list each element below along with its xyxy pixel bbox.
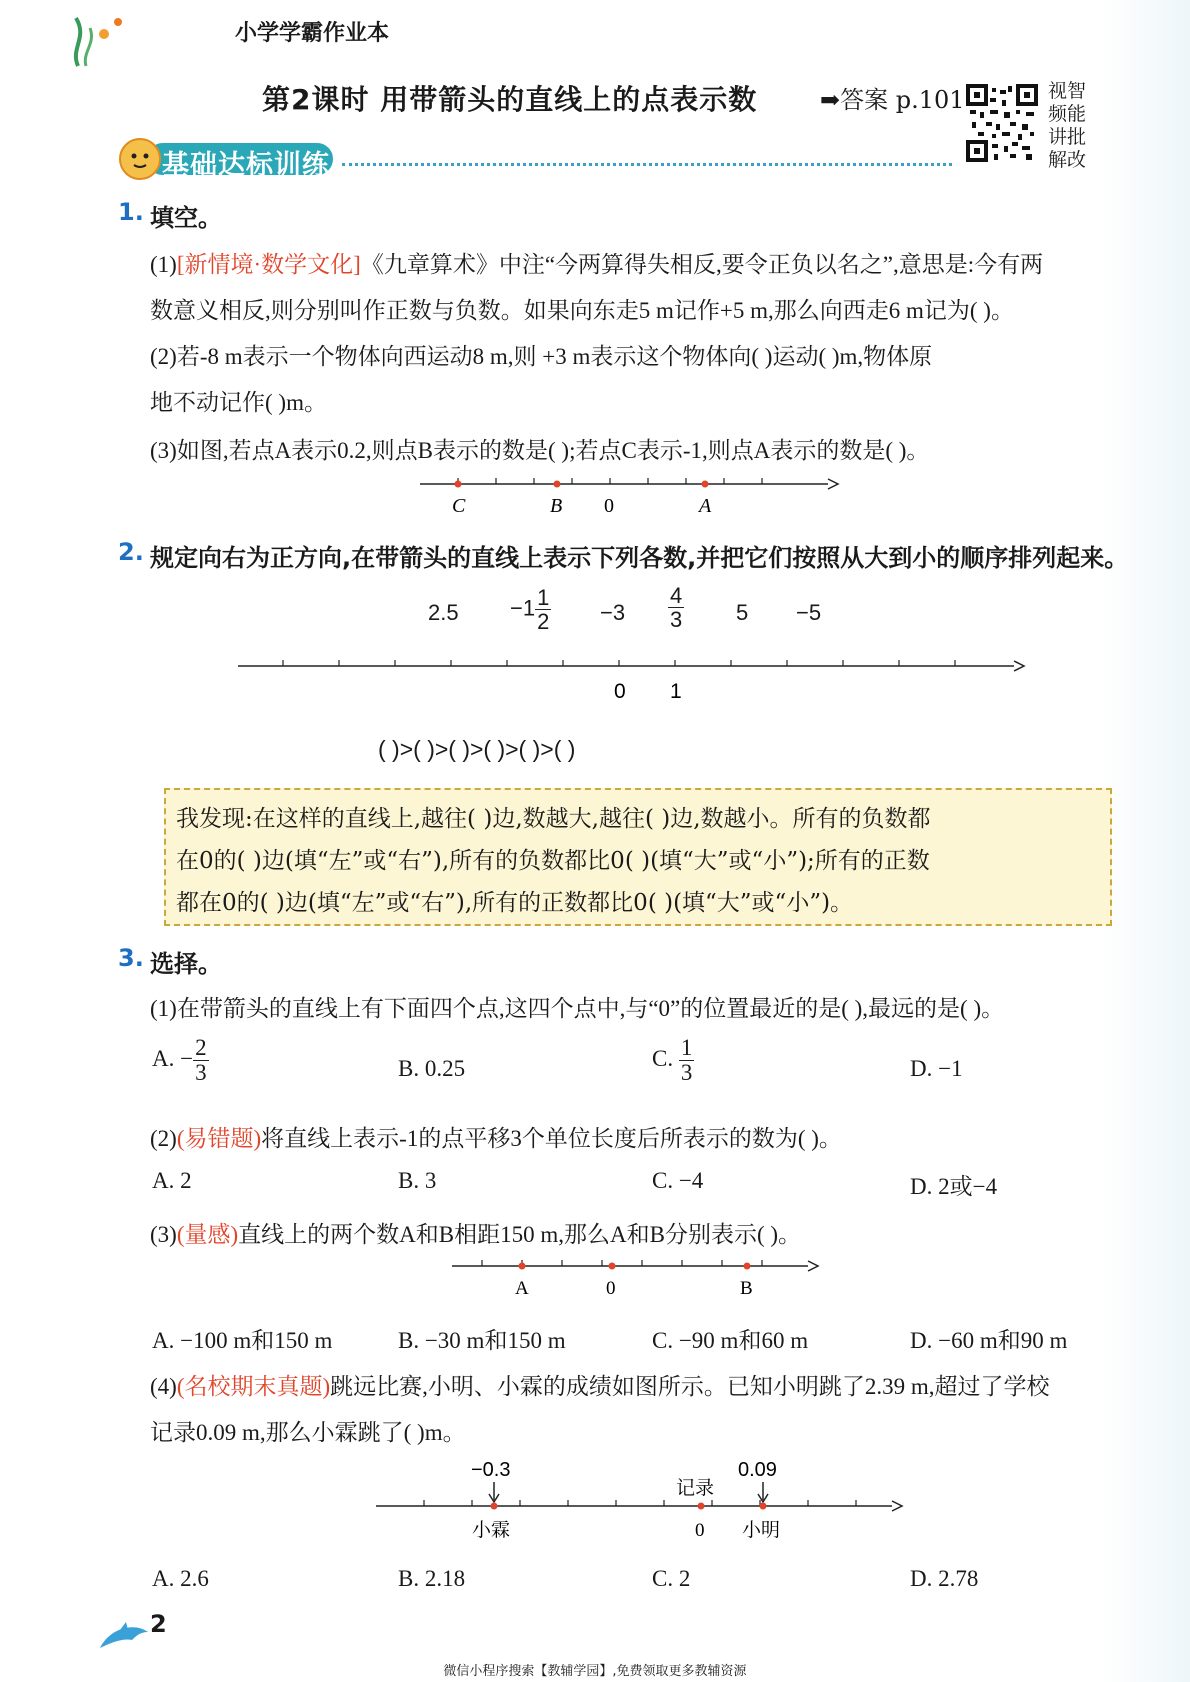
denominator: 2 <box>537 609 550 635</box>
option-a[interactable]: A. 2 <box>152 1168 192 1193</box>
denominator: 3 <box>195 1060 207 1086</box>
part-label: (2) <box>150 1126 177 1151</box>
point-c <box>455 481 462 488</box>
point-b <box>744 1263 751 1270</box>
tag-label: [新情境·数学文化] <box>176 252 361 277</box>
given-number: 2.5 <box>428 600 459 625</box>
q3-part1-text[interactable]: (1)在带箭头的直线上有下面四个点,这四个点中,与“0”的位置最近的是( ),最远的是( )。 <box>150 996 1005 1021</box>
question-text: 《九章算术》中注“今两算得失相反,要令正负以名之”,意思是:今有两 <box>360 252 1044 277</box>
number-line-q3-4 <box>376 1458 906 1548</box>
point-xiaolin <box>491 1503 498 1510</box>
q1-part2-line2[interactable]: 地不动记作( )m。 <box>150 390 327 415</box>
fraction <box>679 1036 695 1085</box>
q3-part4-line1[interactable] <box>150 1368 1050 1401</box>
lesson-title: 第2课时 用带箭头的直线上的点表示数 <box>262 83 758 116</box>
question-text: 跳远比赛,小明、小霖的成绩如图所示。已知小明跳了2.39 m,超过了学校 <box>330 1374 1050 1399</box>
number-line-q2[interactable] <box>238 656 1028 706</box>
given-number: −5 <box>796 600 822 625</box>
label-xiaolin: 小霖 <box>472 1519 511 1541</box>
label-xiaoming: 小明 <box>742 1519 781 1541</box>
numerator: 1 <box>680 1035 693 1060</box>
question-number: 3. <box>118 944 144 972</box>
option-a[interactable]: A. −100 m和150 m <box>152 1328 333 1353</box>
seaweed-decoration <box>60 8 140 68</box>
answer-reference[interactable]: ➡答案 p.101 <box>820 86 965 114</box>
order-answer-line[interactable]: ( )>( )>( )>( )>( )>( ) <box>378 736 576 762</box>
option-a[interactable] <box>152 1036 209 1085</box>
part-label: (4) <box>150 1374 177 1399</box>
label-record: 记录 <box>676 1477 715 1499</box>
number-line-q3-3 <box>452 1254 822 1304</box>
page-number: 2 <box>150 1610 167 1638</box>
tag-label: (名校期末真题) <box>176 1374 331 1399</box>
part-label: (1) <box>150 252 177 277</box>
discovery-line[interactable]: 我发现:在这样的直线上,越往( )边,数越大,越往( )边,数越小。所有的负数都 <box>176 806 931 832</box>
denominator: 3 <box>680 1060 693 1086</box>
numerator: 4 <box>670 583 683 608</box>
point-record <box>698 1503 705 1510</box>
q1-part1-line2[interactable]: 数意义相反,则分别叫作正数与负数。如果向东走5 m记作+5 m,那么向西走6 m记为( )。 <box>150 298 1014 323</box>
part-label: (3) <box>150 1222 177 1247</box>
label-zero: 0 <box>604 495 614 517</box>
label-a: A <box>699 495 712 517</box>
section-divider <box>342 163 952 166</box>
option-prefix: A. − <box>152 1045 194 1071</box>
label-c: C <box>452 495 466 517</box>
fraction <box>193 1036 209 1085</box>
footer-note: 微信小程序搜索【教辅学园】,免费领取更多教辅资源 <box>443 1664 747 1679</box>
given-number: 5 <box>736 600 749 625</box>
question-heading: 填空。 <box>150 204 222 232</box>
question-number: 2. <box>118 538 144 566</box>
point-zero <box>609 1263 616 1270</box>
option-prefix: C. <box>652 1045 679 1071</box>
axis-label-one: 1 <box>670 680 682 703</box>
point-a <box>519 1263 526 1270</box>
question-heading: 规定向右为正方向,在带箭头的直线上表示下列各数,并把它们按照从大到小的顺序排列起来。 <box>150 544 1129 572</box>
section-label: 基础达标训练 <box>162 150 330 181</box>
option-d[interactable]: D. −60 m和90 m <box>910 1328 1068 1353</box>
q1-part2-line1[interactable]: (2)若-8 m表示一个物体向西运动8 m,则 +3 m表示这个物体向( )运动( )m,物体原 <box>150 344 933 369</box>
dolphin-icon <box>96 1618 152 1654</box>
axis-label-zero: 0 <box>614 680 626 703</box>
page-shading <box>1100 0 1190 1682</box>
given-number-fraction <box>668 584 684 631</box>
label-left-value: −0.3 <box>471 1459 511 1481</box>
denominator: 3 <box>670 607 683 633</box>
question-text: 将直线上表示-1的点平移3个单位长度后所表示的数为( )。 <box>261 1126 842 1151</box>
question-heading: 选择。 <box>150 950 222 978</box>
option-c[interactable] <box>652 1036 694 1085</box>
label-right-value: 0.09 <box>738 1459 777 1481</box>
option-d[interactable]: D. 2.78 <box>910 1566 979 1591</box>
question-number: 1. <box>118 198 144 226</box>
book-title: 小学学霸作业本 <box>235 21 390 46</box>
option-c[interactable]: C. −90 m和60 m <box>652 1328 809 1353</box>
given-number-mixed <box>510 586 551 633</box>
q3-part3-line[interactable] <box>150 1216 801 1249</box>
point-xiaoming <box>760 1503 767 1510</box>
tag-label: (易错题) <box>176 1126 262 1151</box>
discovery-line[interactable]: 都在0的( )边(填“左”或“右”),所有的正数都比0( )(填“大”或“小”)。 <box>176 890 854 916</box>
numerator: 1 <box>537 585 550 610</box>
option-a[interactable]: A. 2.6 <box>152 1566 209 1591</box>
qr-caption-line: 解改 <box>1048 149 1087 171</box>
point-b <box>554 481 561 488</box>
option-b[interactable]: B. 3 <box>398 1168 437 1193</box>
discovery-line[interactable]: 在0的( )边(填“左”或“右”),所有的负数都比0( )(填“大”或“小”);所有的正数 <box>176 848 930 874</box>
fraction <box>535 586 551 633</box>
number-line-q1 <box>420 470 840 520</box>
question-text: 直线上的两个数A和B相距150 m,那么A和B分别表示( )。 <box>238 1222 802 1247</box>
option-d[interactable]: D. −1 <box>910 1056 963 1081</box>
numerator: 2 <box>195 1035 207 1060</box>
option-c[interactable]: C. −4 <box>652 1168 704 1193</box>
label-a: A <box>515 1278 529 1299</box>
qr-caption-line: 视智 <box>1048 80 1087 102</box>
qr-caption-line: 频能 <box>1048 103 1087 125</box>
option-b[interactable]: B. 0.25 <box>398 1056 466 1081</box>
label-zero: 0 <box>606 1278 616 1299</box>
tag-label: (量感) <box>176 1222 239 1247</box>
option-d[interactable]: D. 2或−4 <box>910 1174 998 1199</box>
qr-caption <box>1048 80 1094 172</box>
q1-part3-text[interactable]: (3)如图,若点A表示0.2,则点B表示的数是( );若点C表示-1,则点A表示的数是( )。 <box>150 438 930 463</box>
point-a <box>702 481 709 488</box>
qr-code[interactable] <box>966 84 1038 162</box>
label-b: B <box>740 1278 753 1299</box>
option-c[interactable]: C. 2 <box>652 1566 691 1591</box>
q3-part2-line[interactable] <box>150 1120 842 1153</box>
fraction <box>668 584 684 631</box>
given-number: −3 <box>600 600 626 625</box>
option-b[interactable]: B. −30 m和150 m <box>398 1328 566 1353</box>
option-b[interactable]: B. 2.18 <box>398 1566 466 1591</box>
label-b: B <box>550 495 563 517</box>
qr-caption-line: 讲批 <box>1048 126 1087 148</box>
q3-part4-line2[interactable]: 记录0.09 m,那么小霖跳了( )m。 <box>150 1420 466 1445</box>
q1-part1-line1 <box>150 246 1043 279</box>
label-zero: 0 <box>695 1520 705 1541</box>
mixed-whole: −1 <box>510 595 536 621</box>
